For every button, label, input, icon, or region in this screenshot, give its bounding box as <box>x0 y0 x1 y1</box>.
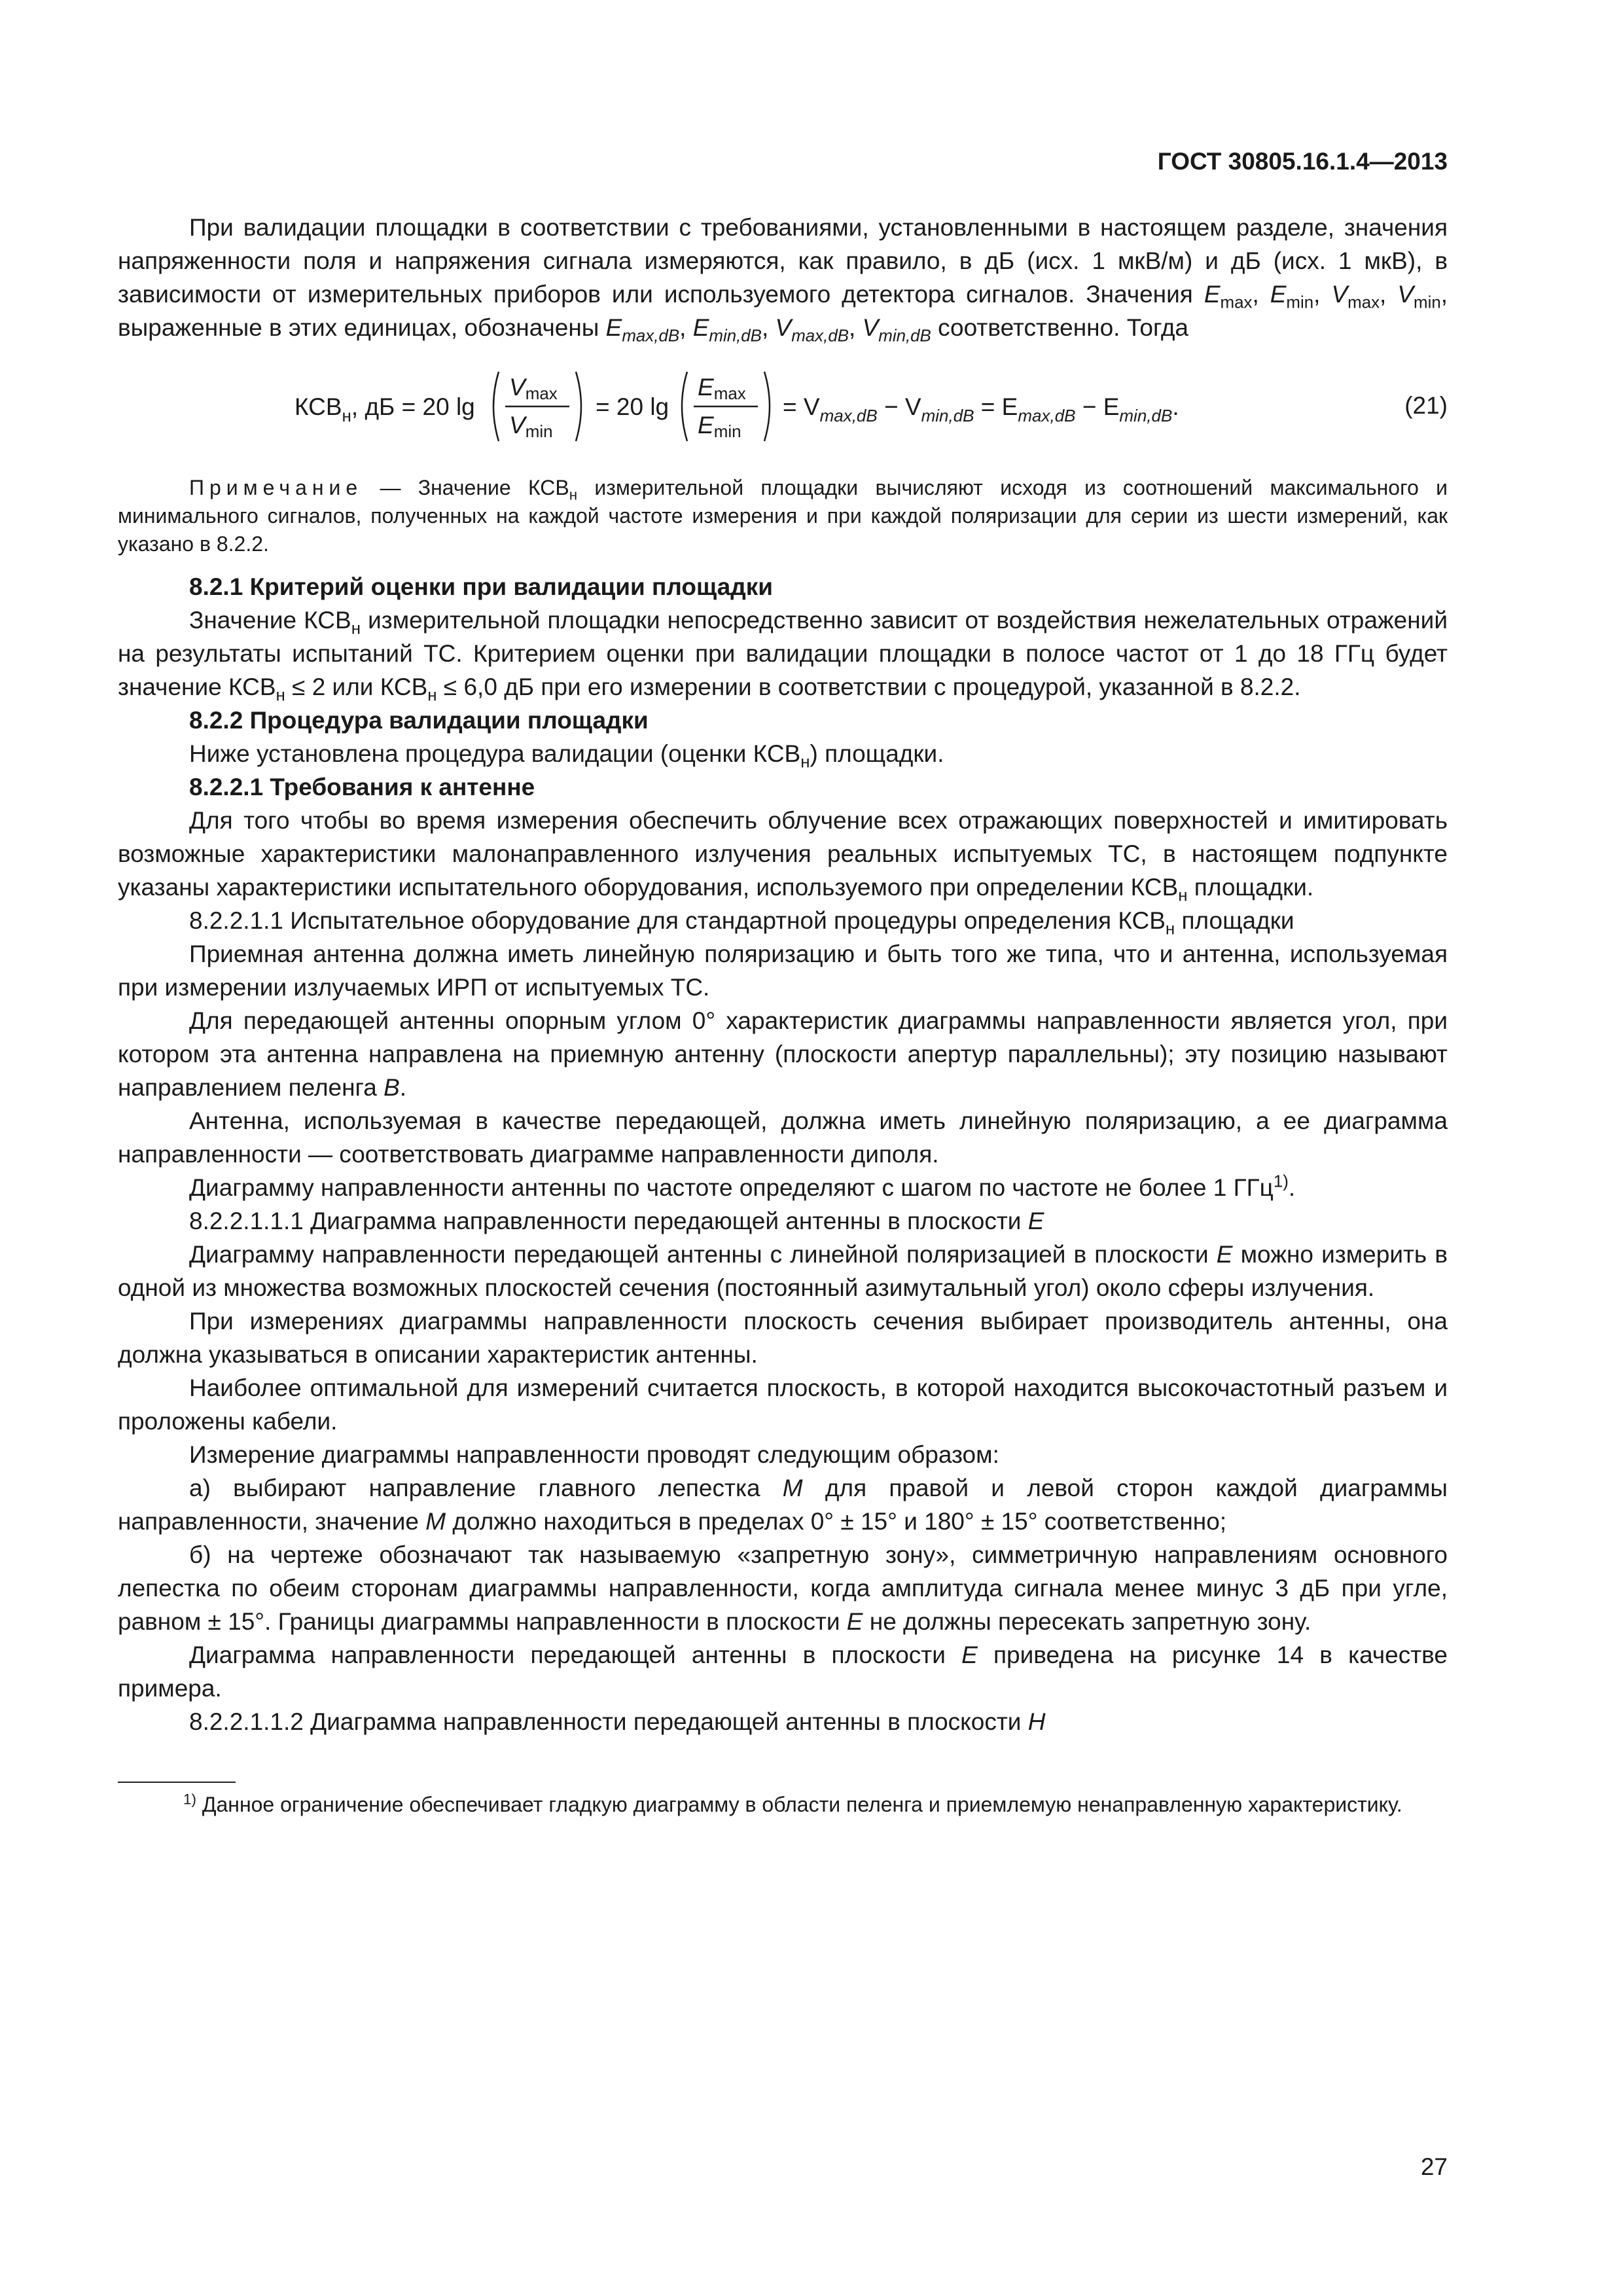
para-8-2-2: Ниже установлена процедура валидации (оценки $КСВ_н$) площадки. <box>189 740 944 772</box>
note-paragraph: Примечание — Значение $КСВ_н$ измерительной площадки вычисляют исходя из соотношений максимального и минимального сигналов, полученных на каждой частоте измерения и при каждой поляризации для серии из шести измерений, как указано в 8.2.2. <box>118 476 1448 556</box>
para-receiving-antenna: Приемная антенна должна иметь линейную поляризацию и быть того же типа, что и антенна, используемая при измерении излучаемых ИРП от испытуемых ТС. <box>118 941 1448 1001</box>
heading-8-2-2-1: 8.2.2.1 Требования к антенне <box>189 774 535 800</box>
intro-paragraph: При валидации площадки в соответствии с требованиями, установленными в настоящем разделе, значения напряженности поля и напряжения сигнала измеряются, как правило, в дБ (исх. 1 мкВ/м) и дБ (исх. 1 мкВ), в зависимости от измерительных приборов или используемого детектора сигналов. Значения $E_{max}$, $E_{min}$, $V_{max}$, $V_{min}$, выраженные в этих единицах, обозначены $E_{max,dB}$, $E_{min,dB}$, $V_{max,dB}$, $V_{min,dB}$ соответственно. Тогда <box>118 214 1448 346</box>
para-frequency-step: Диаграмму направленности антенны по частоте определяют с шагом по частоте не более 1 ГГц$^{1)}$. <box>189 1172 1296 1201</box>
heading-8-2-2: 8.2.2 Процедура валидации площадки <box>189 707 649 734</box>
para-e-plane-measure: Диаграмму направленности передающей антенны с линейной поляризацией в плоскости E можно измерить в одной из множества возможных плоскостей сечения (постоянный азимутальный угол) около сферы излучения. <box>118 1241 1448 1301</box>
right-paren-2 <box>764 372 770 441</box>
page-number: 27 <box>1420 2153 1448 2180</box>
para-8-2-1: Значение $КСВ_н$ измерительной площадки непосредственно зависит от воздействия нежелательных отражений на результаты испытаний ТС. Критерием оценки при валидации площадки в полосе частот от 1 до 18 ГГц будет значение $КСВ_н \le 2$ или $КСВ_н \le 6,0$ дБ при его измерении в соответствии с процедурой, указанной в 8.2.2. <box>118 607 1448 705</box>
title-8-2-2-1-1-1: 8.2.2.1.1.1 Диаграмма направленности передающей антенны в плоскости E <box>189 1208 1044 1234</box>
list-item-a: а) выбирают направление главного лепестка M для правой и левой сторон каждой диаграммы направленности, значение M должно находиться в пределах 0° ± 15° и 180° ± 15° соответственно; <box>118 1475 1448 1535</box>
para-cut-plane: При измерениях диаграммы направленности плоскость сечения выбирает производитель антенны, она должна указываться в описании характеристик антенны. <box>118 1308 1448 1368</box>
title-8-2-2-1-1-2: 8.2.2.1.1.2 Диаграмма направленности передающей антенны в плоскости H <box>189 1708 1046 1735</box>
para-8-2-2-1: Для того чтобы во время измерения обеспечить облучение всех отражающих поверхностей и имитировать возможные характеристики малонаправленного излучения реальных испытуемых ТС, в настоящем подпункте указаны характеристики испытательного оборудования, используемого при определении $КСВ_н$ площадки. <box>118 807 1448 905</box>
fraction-denominator-e: Emin <box>698 412 741 441</box>
right-paren-1 <box>576 372 581 441</box>
footnote: $^{1)}$ Данное ограничение обеспечивает гладкую диаграмму в области пеленга и приемлемую ненаправленную характеристику. <box>183 1791 1402 1816</box>
footnote-rule <box>118 1782 236 1783</box>
fraction-numerator-e: Emax <box>698 374 746 403</box>
para-figure-reference: Диаграмма направленности передающей антенны в плоскости E приведена на рисунке 14 в качестве примера. <box>118 1641 1448 1702</box>
formula-rhs: = $V_{max,dB} - V_{min,dB} = E_{max,dB} - E_{min,dB}$. <box>783 393 1179 425</box>
heading-8-2-1: 8.2.1 Критерий оценки при валидации площадки <box>189 573 773 600</box>
left-paren-2 <box>682 372 687 441</box>
formula-eq2: = 20 lg <box>596 393 669 420</box>
formula-number: (21) <box>1404 392 1448 419</box>
para-transmit-polarization: Антенна, используемая в качестве передающей, должна иметь линейную поляризацию, а ее диаграмма направленности — соответствовать диаграмме направленности диполя. <box>118 1107 1448 1168</box>
document-body <box>118 211 1448 1819</box>
formula-svg <box>294 357 1407 456</box>
standard-header: ГОСТ 30805.16.1.4—2013 <box>1157 148 1448 175</box>
formula-21 <box>118 357 1448 456</box>
para-optimal-plane: Наиболее оптимальной для измерений считается плоскость, в которой находится высокочастотный разъем и проложены кабели. <box>118 1374 1448 1435</box>
document-page <box>118 0 1448 2296</box>
fraction-numerator-v: Vmax <box>509 374 558 403</box>
formula-lhs: $КСВ_н$, дБ = 20 lg <box>294 393 475 425</box>
para-measurement-intro: Измерение диаграммы направленности проводят следующим образом: <box>189 1441 999 1468</box>
para-transmit-reference: Для передающей антенны опорным углом 0° характеристик диаграммы направленности является угол, при котором эта антенна направлена на приемную антенну (плоскости апертур параллельны); эту позицию называют направлением пеленга B. <box>118 1007 1448 1101</box>
title-8-2-2-1-1: 8.2.2.1.1 Испытательное оборудование для стандартной процедуры определения $КСВ_н$ площадки <box>189 907 1294 939</box>
fraction-denominator-v: Vmin <box>509 412 553 441</box>
list-item-b: б) на чертеже обозначают так называемую «запретную зону», симметричную направлениям основного лепестка по обеим сторонам диаграммы направленности, когда амплитуда сигнала менее минус 3 дБ при угле, равном ± 15°. Границы диаграммы направленности в плоскости E не должны пересекать запретную зону. <box>118 1541 1448 1635</box>
left-paren-1 <box>493 372 499 441</box>
